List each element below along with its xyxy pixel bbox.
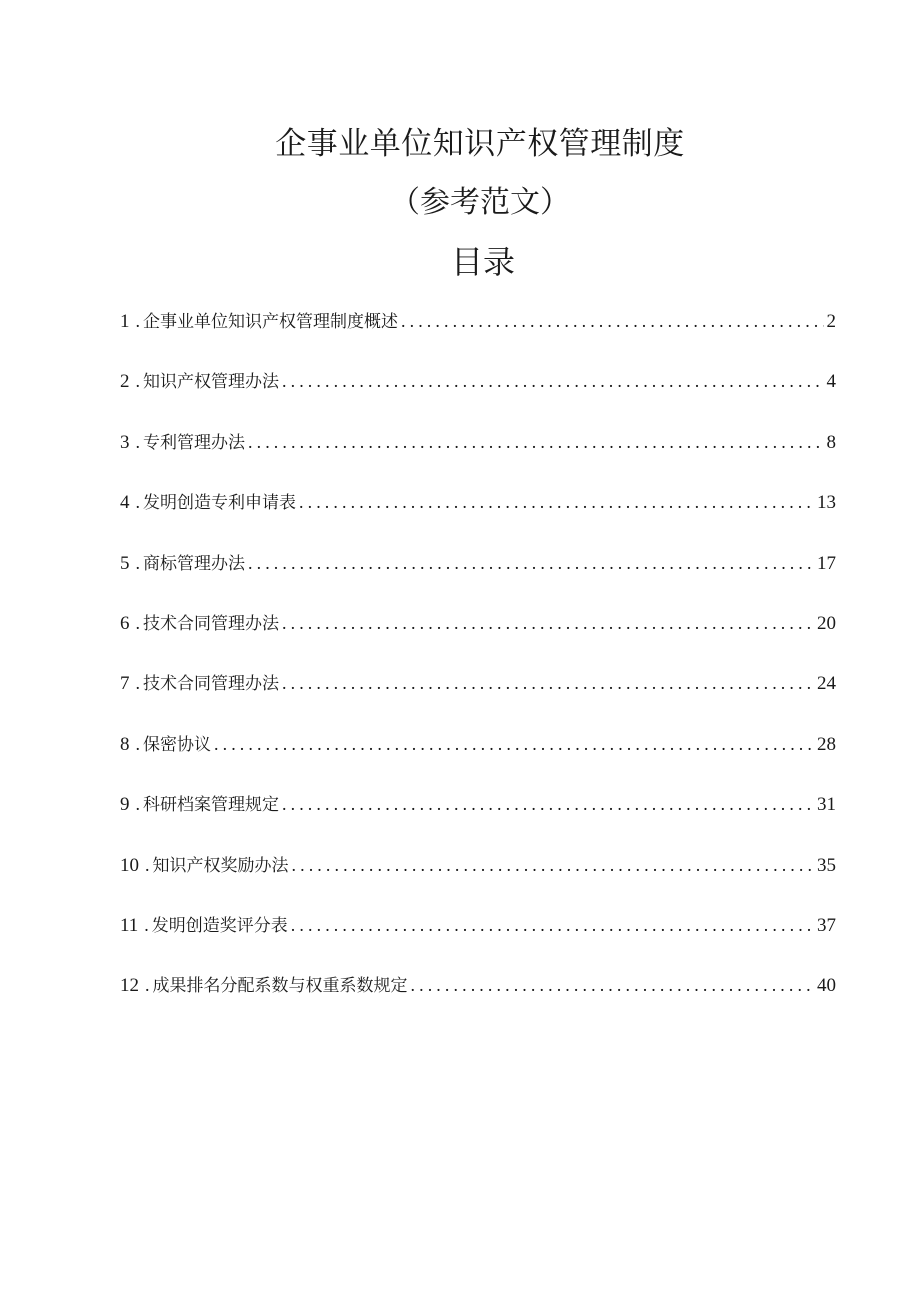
toc-entry[interactable] (120, 421, 836, 481)
toc-entry-separator: . (135, 794, 140, 815)
toc-entry[interactable] (120, 360, 836, 420)
toc-entry[interactable] (120, 542, 836, 602)
toc-entry-number: 5 (120, 552, 130, 574)
toc-entry-title: 技术合同管理办法 (143, 674, 279, 695)
toc-entry-number: 6 (120, 612, 130, 634)
toc-entry-page: 24 (817, 673, 836, 695)
toc-entry-title: 发明创造奖评分表 (151, 915, 288, 936)
toc-entry-number: 7 (120, 673, 130, 695)
toc-entry-number: 9 (120, 794, 130, 816)
toc-entry-title: 成果排名分配系数与权重系数规定 (152, 976, 408, 997)
toc-entry-separator: . (135, 552, 140, 573)
toc-entry-number: 11 (120, 914, 139, 936)
toc-entry-separator: . (135, 431, 140, 452)
toc-entry-page: 28 (817, 733, 836, 755)
toc-entry-title: 保密协议 (143, 734, 211, 755)
toc-entry-number: 1 (120, 311, 130, 332)
toc-entry[interactable] (120, 300, 836, 360)
document-subtitle: （参考范文） (390, 185, 570, 220)
table-of-contents (120, 300, 836, 1025)
toc-entry-title: 科研档案管理规定 (143, 795, 279, 816)
toc-dot-leader (411, 964, 815, 1006)
toc-entry[interactable] (120, 964, 836, 1024)
toc-entry-title: 知识产权奖励办法 (152, 855, 289, 876)
toc-dot-leader (291, 904, 814, 946)
toc-entry-page: 20 (817, 612, 836, 634)
toc-entry-number: 4 (120, 492, 130, 514)
toc-entry[interactable] (120, 602, 836, 662)
toc-entry-page: 4 (826, 371, 836, 393)
toc-entry-number: 12 (120, 975, 139, 997)
toc-entry-separator: . (135, 612, 140, 633)
toc-entry-title: 专利管理办法 (143, 432, 245, 453)
toc-dot-leader (299, 481, 814, 523)
toc-entry-separator: . (145, 854, 150, 875)
toc-entry-number: 2 (120, 371, 130, 393)
toc-dot-leader (248, 542, 814, 584)
toc-entry-separator: . (135, 733, 140, 754)
toc-dot-leader (282, 360, 824, 402)
toc-dot-leader (292, 844, 815, 886)
toc-dot-leader (282, 783, 814, 825)
toc-heading: 目录 (450, 243, 515, 281)
toc-entry-page: 35 (817, 854, 836, 876)
toc-entry-number: 8 (120, 733, 130, 755)
toc-entry-page: 2 (826, 311, 836, 332)
toc-entry-page: 40 (817, 975, 836, 997)
toc-entry-number: 3 (120, 431, 130, 453)
toc-dot-leader (282, 602, 814, 644)
toc-entry[interactable] (120, 723, 836, 783)
toc-entry-page: 17 (817, 552, 836, 574)
toc-entry-separator: . (145, 975, 150, 996)
toc-entry-separator: . (144, 914, 149, 935)
toc-entry[interactable] (120, 481, 836, 541)
document-title: 企事业单位知识产权管理制度 (275, 126, 685, 162)
toc-entry-separator: . (135, 371, 140, 392)
toc-dot-leader (248, 421, 824, 463)
toc-entry[interactable] (120, 904, 836, 964)
toc-entry-page: 31 (817, 794, 836, 816)
toc-entry-title: 知识产权管理办法 (143, 372, 279, 393)
toc-dot-leader (214, 723, 814, 765)
toc-entry-title: 发明创造专利申请表 (143, 493, 296, 514)
toc-entry[interactable] (120, 662, 836, 722)
toc-dot-leader (401, 300, 824, 342)
toc-dot-leader (282, 662, 814, 704)
toc-entry-separator: . (135, 673, 140, 694)
toc-entry-page: 37 (817, 914, 836, 936)
toc-entry-number: 10 (120, 854, 139, 876)
toc-entry[interactable] (120, 844, 836, 904)
toc-entry-title: 技术合同管理办法 (143, 613, 279, 634)
toc-entry-separator: . (135, 492, 140, 513)
toc-entry-page: 13 (817, 492, 836, 514)
toc-entry-title: 企事业单位知识产权管理制度概述 (143, 312, 398, 332)
toc-entry[interactable] (120, 783, 836, 843)
toc-entry-page: 8 (826, 431, 836, 453)
toc-entry-separator: . (135, 311, 140, 331)
toc-entry-title: 商标管理办法 (143, 553, 245, 574)
